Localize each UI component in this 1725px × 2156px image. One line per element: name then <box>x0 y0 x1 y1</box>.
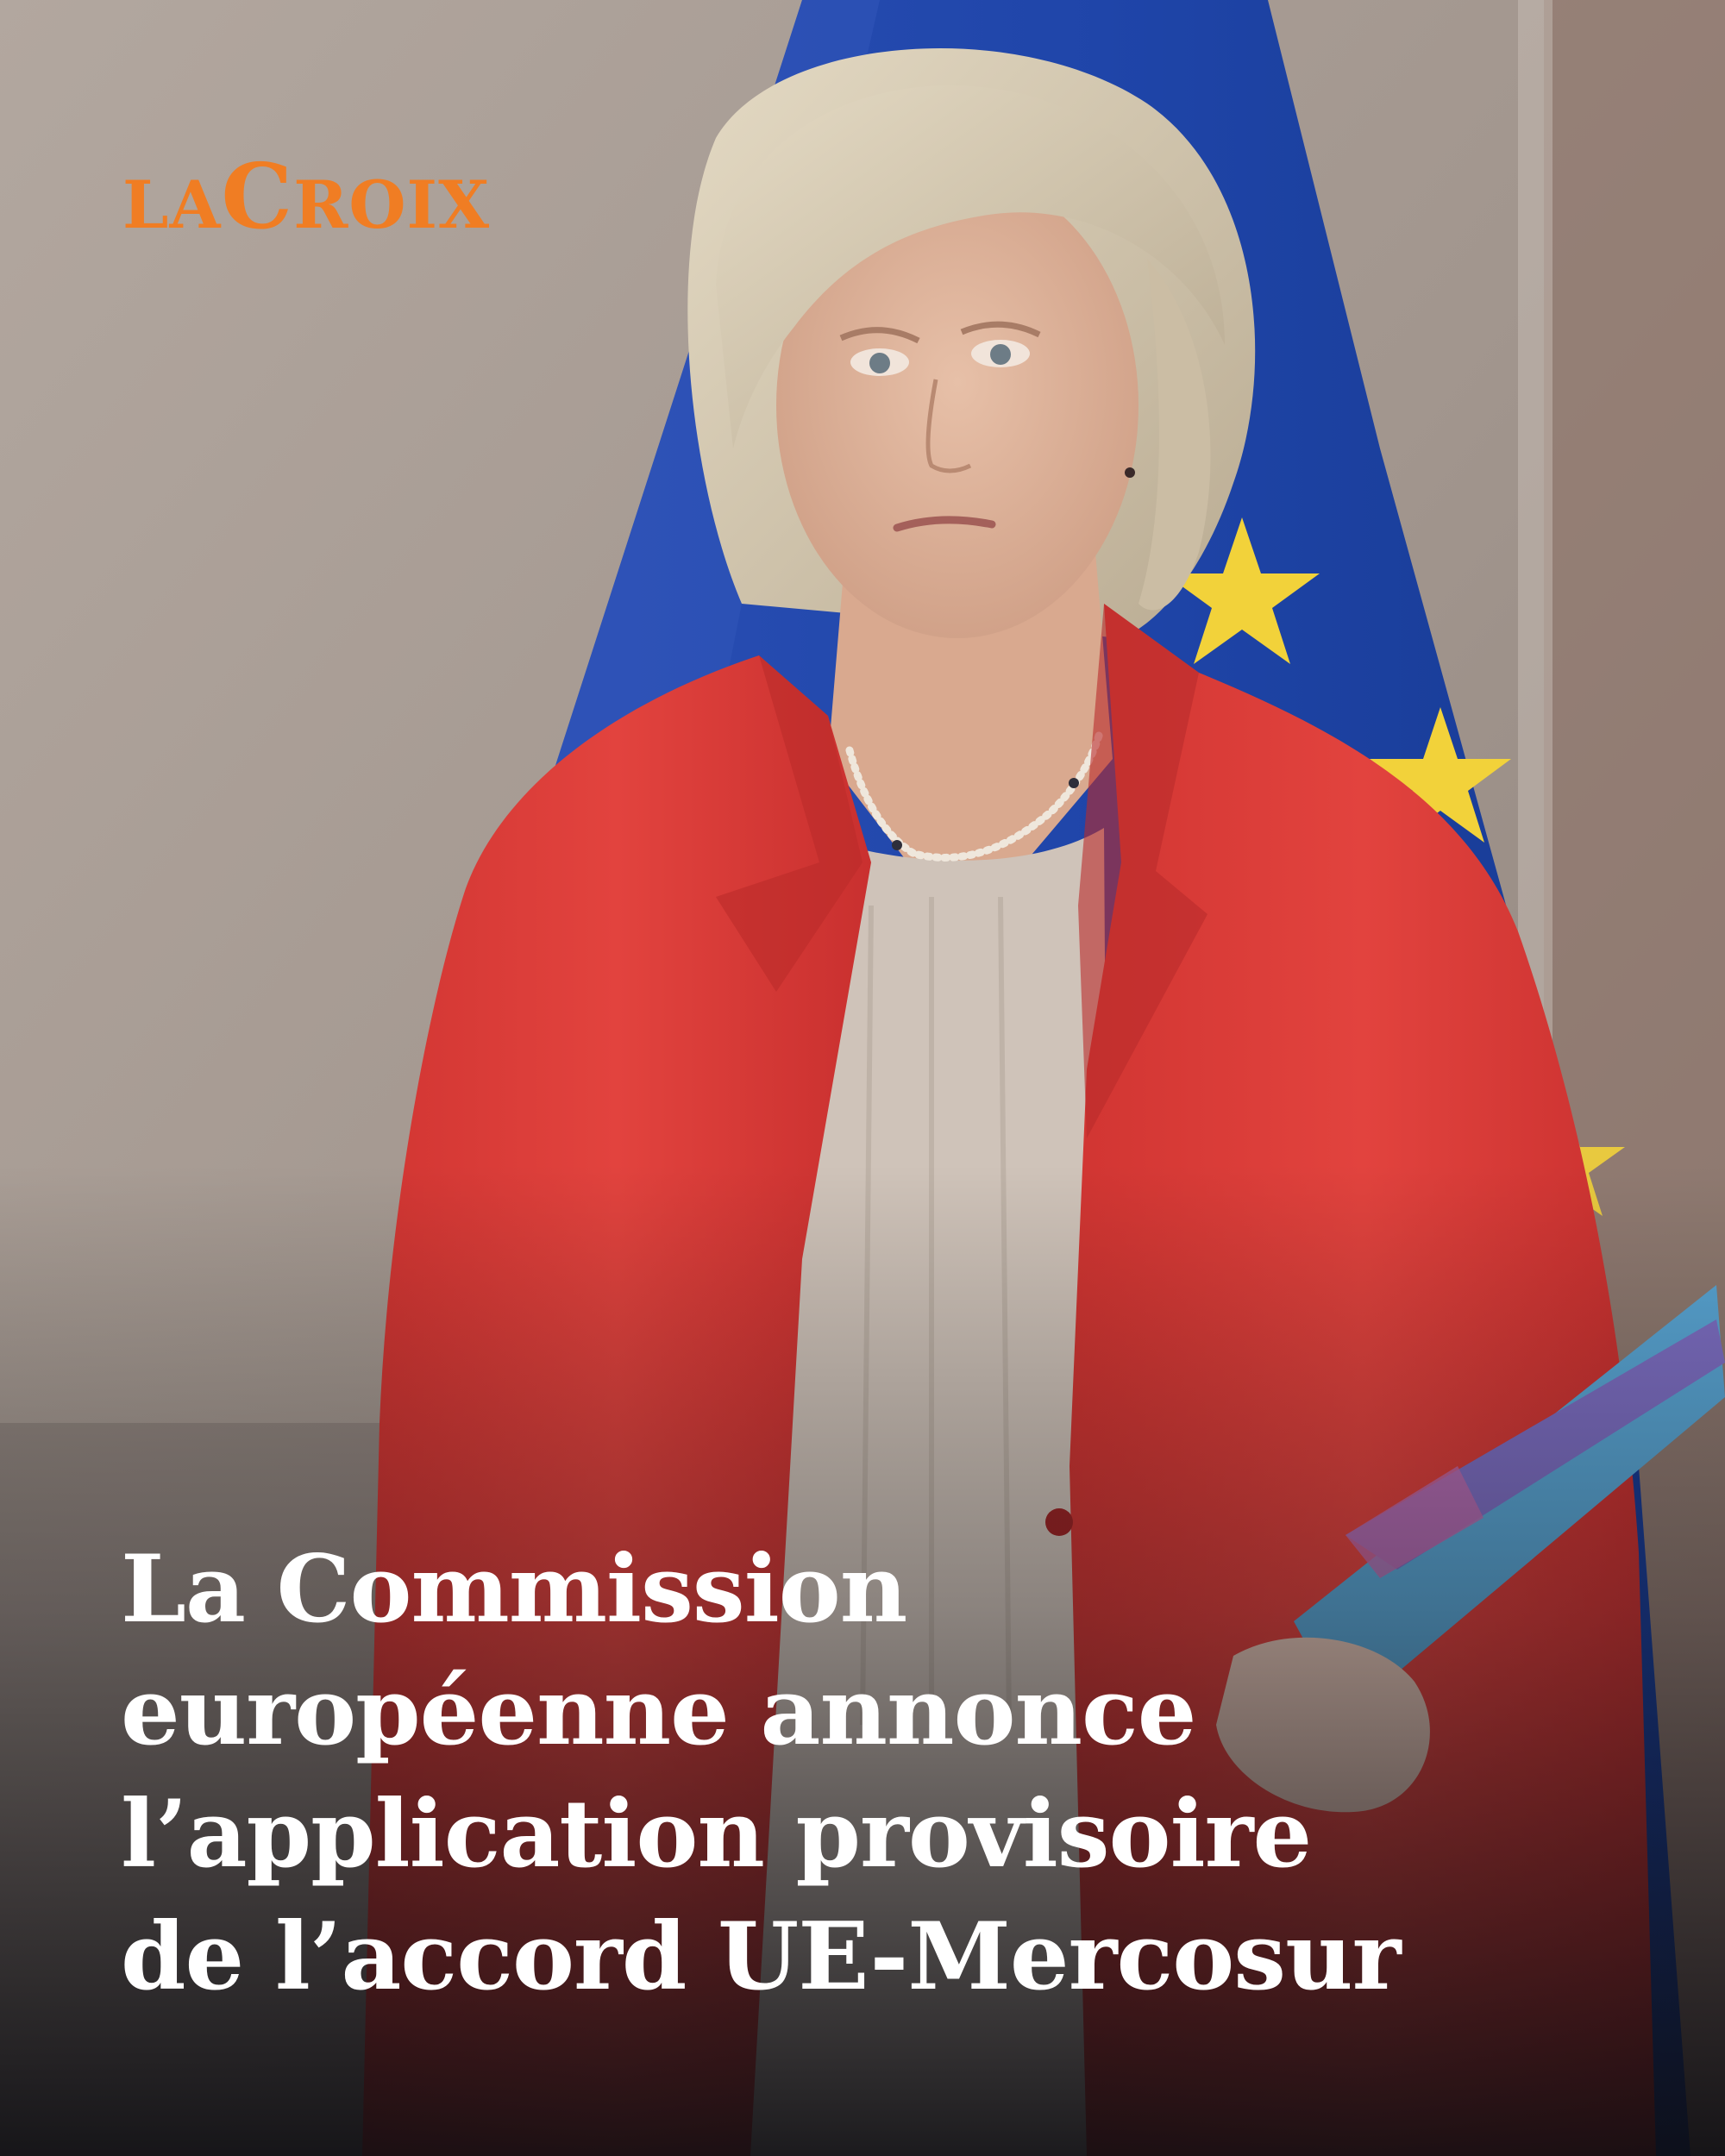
headline-line-2: européenne annonce <box>121 1658 1196 1766</box>
lacroix-logo: LACROIX <box>122 143 491 249</box>
headline-line-3: l’application provisoire <box>121 1780 1312 1889</box>
headline-line-1: La Commission <box>121 1535 907 1644</box>
headline-line-4: de l’accord UE-Mercosur <box>121 1902 1401 2011</box>
headline <box>121 1528 1639 2018</box>
